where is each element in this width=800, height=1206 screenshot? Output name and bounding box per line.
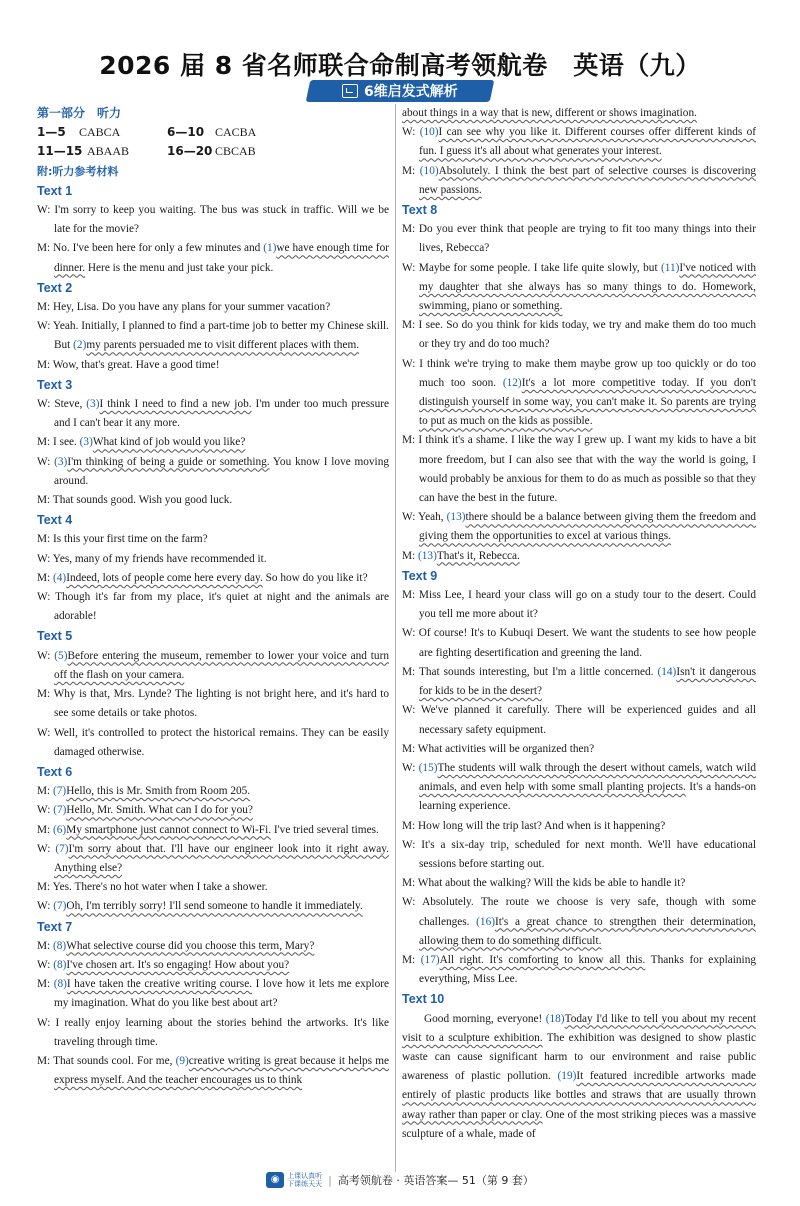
underlined-answer: I've noticed with my daughter that she always has so many things to do. Homework, swimming, piano or something. (419, 261, 756, 313)
footer-text: 高考领航卷 · 英语答案— 51（第 9 套） (337, 1174, 534, 1187)
page-title: 2026 届 8 省名师联合命制高考领航卷 英语（九） (99, 51, 701, 80)
dialogue-line (37, 433, 389, 452)
underlined-answer: It's a great chance to strengthen their determination, allowing them to do something difficult. (419, 915, 756, 947)
line-text: I've tried several times. (271, 823, 379, 836)
line-text: M: (37, 939, 54, 952)
underlined-answer: my parents persuaded me to visit different places with them. (86, 339, 360, 352)
line-text: W: Yeah, (402, 511, 447, 524)
line-text: M: What activities will be organized then? (402, 742, 595, 755)
question-number: (8) (53, 939, 67, 952)
line-text: M: Do you ever think that people are trying to fit too many things into their lives, Rebecca? (402, 223, 756, 255)
underlined-answer: I'm sorry about that. I'll have our engineer look into it right away. Anything else? (54, 842, 389, 874)
underlined-answer: creative writing is great because it helps me express myself. And the teacher encourages us to think (54, 1054, 389, 1087)
answer-range: 16—20 (167, 144, 213, 159)
underlined-answer: It's a lot more competitive today. If you don't distinguish yourself in some way, you can't make it. So parents are trying to put as much on the kids as possible. (419, 376, 756, 428)
question-number: (7) (53, 804, 67, 817)
dialogue-line (402, 701, 756, 739)
dialogue-line (37, 550, 389, 569)
question-number: (13) (446, 511, 466, 524)
answer-value: CBCAB (215, 144, 256, 159)
underlined-answer: I'm thinking of being a guide or something. (67, 455, 270, 468)
dialogue-line (37, 878, 389, 897)
dialogue-line (37, 356, 389, 375)
dialogue-line (402, 104, 756, 123)
dialogue-line (37, 724, 389, 762)
line-text: M: (37, 571, 54, 584)
text-heading: Text 3 (37, 377, 73, 392)
line-text: M: Hey, Lisa. Do you have any plans for your summer vacation? (37, 301, 331, 314)
underlined-answer: we have enough time for dinner. (54, 242, 389, 274)
dialogue-line (37, 588, 389, 626)
underlined-answer: It featured incredible artworks made entirely of plastic products like bottles and straws that are usually thrown away rather than paper or clay. (402, 1070, 756, 1121)
line-text: W: Absolutely. The route we choose is very safe, though with some challenges. (402, 896, 756, 928)
dialogue-line (37, 801, 389, 820)
question-number: (18) (545, 1012, 565, 1025)
answer-range: 11—15 (37, 144, 83, 159)
answer-value: ABAAB (87, 144, 130, 159)
part-heading: 第一部分 听力 (37, 106, 122, 120)
dialogue-line (37, 317, 389, 355)
underlined-answer: Isn't it dangerous for kids to be in the desert? (419, 665, 756, 698)
question-number: (3) (54, 455, 68, 468)
dialogue-line (37, 298, 389, 317)
line-text: M: How long will the trip last? And when is it happening? (402, 819, 666, 832)
line-text: M: (37, 785, 54, 798)
line-text: M: I see. (37, 436, 80, 449)
line-text: W: Yeah. Initially, I planned to find a part-time job to better my Chinese skill. But (37, 320, 389, 352)
underlined-answer: All right. It's comforting to know all this. (439, 953, 646, 966)
dialogue-line (37, 491, 389, 510)
dialogue-line (37, 1014, 389, 1052)
line-text: M: (37, 978, 54, 991)
line-text: M: I think it's a shame. I like the way I grew up. I want my kids to have a bit more freedom, but I can also see that with the way the world is going, I would probably be anxious for them to do as much as possible so that they can have the best in the future. (402, 434, 756, 505)
dialogue-line (37, 453, 389, 491)
question-number: (10) (419, 126, 439, 139)
text-heading: Text 4 (37, 513, 73, 528)
underlined-answer: I think I need to find a new job. (99, 398, 252, 411)
line-text: W: (37, 455, 55, 468)
text-heading: Text 6 (37, 764, 73, 779)
underlined-answer: Before entering the museum, remember to lower your voice and turn off the flash on your camera. (54, 649, 389, 681)
underlined-answer: I have taken the creative writing course. (66, 978, 253, 991)
dialogue-line (402, 759, 756, 817)
line-text: Good morning, everyone! (424, 1012, 546, 1025)
line-text: M: That sounds interesting, but I'm a little concerned. (402, 665, 658, 678)
underlined-answer: Oh, I'm terribly sorry! I'll send someone to handle it immediately. (66, 900, 363, 913)
dialogue-line (402, 951, 756, 989)
line-text: The exhibition was designed to show plastic waste can cause significant harm to our environment and raise public awareness of plastic pollution. (402, 1031, 756, 1083)
line-text: Thanks for explaining everything, Miss Lee. (419, 953, 756, 986)
question-number: (1) (263, 242, 277, 255)
underlined-answer: Hello, this is Mr. Smith from Room 205. (66, 785, 251, 798)
underlined-answer: I can see why you like it. Different courses offer different kinds of fun. I guess it's all about what generates your interest. (419, 126, 756, 158)
logo-line-2: 下课练天天 (287, 1180, 323, 1188)
question-number: (13) (418, 549, 437, 562)
line-text: Here is the menu and just take your pick. (85, 261, 274, 274)
question-number: (7) (55, 842, 69, 855)
underlined-answer: I've chosen art. It's so engaging! How about you? (66, 958, 290, 971)
question-number: (16) (476, 915, 495, 928)
line-text: You know I love moving around. (54, 455, 389, 487)
right-transcript (402, 104, 756, 1144)
underlined-answer: My smartphone just cannot connect to Wi-Fi. (66, 823, 272, 836)
answer-value: CABCA (79, 125, 121, 140)
question-number: (9) (175, 1054, 189, 1067)
text-heading: Text 8 (402, 203, 438, 218)
question-number: (10) (419, 164, 439, 177)
line-text: M: Wow, that's great. Have a good time! (37, 358, 220, 371)
question-number: (5) (54, 649, 68, 662)
dialogue-line (402, 355, 756, 432)
line-text: M: (402, 164, 420, 177)
question-number: (15) (418, 761, 438, 774)
question-number: (6) (53, 823, 67, 836)
page-footer: ◉ 上课认真听 下课练天天 | 高考领航卷 · 英语答案— 51（第 9 套） (0, 1172, 800, 1188)
underlined-answer: Indeed, lots of people come here every day. (66, 571, 263, 584)
line-text: W: (37, 958, 54, 971)
dialogue-line (37, 782, 389, 801)
underlined-answer: Today I'd like to tell you about my recent visit to a sculpture exhibition. (402, 1012, 756, 1044)
line-text: M: Miss Lee, I heard your class will go on a study tour to the desert. Could you tell me more about it? (402, 589, 756, 621)
dialogue-line (402, 874, 756, 893)
underlined-answer: about things in a way that is new, different or shows imagination. (402, 107, 697, 119)
line-text: M: (402, 549, 419, 562)
dialogue-line (37, 956, 389, 975)
logo-line-1: 上课认真听 (287, 1172, 323, 1180)
question-number: (4) (53, 571, 67, 584)
underlined-answer: That's it, Rebecca. (436, 549, 520, 562)
dialogue-line (402, 123, 756, 161)
question-number: (8) (53, 978, 67, 991)
underlined-answer: Hello, Mr. Smith. What can I do for you? (66, 804, 253, 817)
line-text: M: Yes. There's no hot water when I take a shower. (37, 881, 268, 894)
line-text: W: Well, it's controlled to protect the historical remains. They can be easily damaged otherwise. (37, 726, 389, 758)
dialogue-line (402, 893, 756, 951)
question-number: (8) (53, 958, 67, 971)
line-text: M: (37, 823, 54, 836)
text-heading: Text 7 (37, 919, 73, 934)
line-text: One of the most striking pieces was a massive sculpture of a whale, made of (402, 1108, 756, 1140)
underlined-answer: What selective course did you choose this term, Mary? (66, 939, 315, 952)
line-text: W: I'm sorry to keep you waiting. The bus was stuck in traffic. Will we be late for the movie? (37, 204, 389, 236)
dialogue-line (402, 316, 756, 354)
line-text: W: (37, 649, 55, 662)
underlined-answer: What kind of job would you like? (92, 436, 246, 449)
dialogue-line (37, 569, 389, 588)
dialogue-line (402, 431, 756, 508)
line-text: W: Maybe for some people. I take life quite slowly, but (402, 261, 661, 274)
right-column (402, 104, 756, 1144)
dialogue-line (37, 937, 389, 956)
line-text: W: (402, 126, 420, 139)
dialogue-line (402, 836, 756, 874)
footer-logo (266, 1172, 322, 1188)
narration-paragraph (402, 1010, 756, 1144)
dialogue-line (37, 239, 389, 277)
line-text: W: Of course! It's to Kubuqi Desert. We want the students to see how people are fighting desertification and greening the land. (402, 627, 756, 659)
dialogue-line (37, 530, 389, 549)
question-number: (7) (53, 900, 67, 913)
line-text: It's a hands-on learning experience. (419, 781, 757, 813)
logo-icon: ◉ (266, 1172, 284, 1188)
line-text: M: That sounds cool. For me, (37, 1054, 176, 1067)
answer-row (37, 142, 389, 161)
line-text: W: (37, 804, 54, 817)
question-number: (2) (73, 339, 87, 352)
text-heading: Text 9 (402, 568, 438, 583)
line-text: W: I think we're trying to make them maybe grow up too quickly or do too much too soon. (402, 357, 756, 389)
line-text: So how do you like it? (262, 571, 368, 584)
dialogue-line (37, 647, 389, 685)
left-transcript (37, 182, 389, 1091)
text-heading: Text 10 (402, 992, 445, 1007)
text-heading: Text 2 (37, 280, 73, 295)
dialogue-line (402, 586, 756, 624)
text-heading: Text 5 (37, 629, 73, 644)
line-text: W: Though it's far from my place, it's quiet at night and the animals are adorable! (37, 591, 389, 623)
line-text: M: Why is that, Mrs. Lynde? The lighting is not bright here, and it's hard to see some details or take photos. (37, 688, 389, 720)
line-text: M: Is this your first time on the farm? (37, 533, 208, 546)
answer-row (37, 123, 389, 142)
question-number: (11) (660, 261, 680, 274)
answer-range: 6—10 (167, 125, 205, 140)
line-text: W: Yes, many of my friends have recommended it. (37, 552, 267, 565)
dialogue-line (37, 897, 389, 916)
left-column (37, 104, 389, 1090)
question-number: (17) (420, 953, 440, 966)
column-divider (395, 104, 396, 1172)
dialogue-line (402, 220, 756, 258)
line-text: W: (37, 842, 56, 855)
line-text: M: What about the walking? Will the kids be able to handle it? (402, 877, 686, 890)
dialogue-line (37, 201, 389, 239)
line-text: W: (37, 900, 54, 913)
dialogue-line (402, 162, 756, 200)
question-number: (19) (557, 1070, 577, 1083)
question-number: (7) (53, 785, 67, 798)
dialogue-line (402, 547, 756, 566)
line-text: W: Steve, (37, 398, 87, 411)
dialogue-line (37, 821, 389, 840)
dialogue-line (37, 685, 389, 723)
underlined-answer: Absolutely. I think the best part of selective courses is discovering new passions. (419, 164, 756, 196)
dialogue-line (402, 740, 756, 759)
answer-range: 1—5 (37, 125, 66, 140)
line-text: M: (402, 953, 421, 966)
question-number: (14) (657, 665, 677, 678)
underlined-answer: The students will walk through the desert without camels, watch wild animals, and even help with some small planting projects. (419, 761, 756, 794)
line-text: W: (402, 761, 419, 774)
line-text: I'm under too much pressure and I can't bear it any more. (54, 398, 389, 430)
dialogue-line (37, 395, 389, 433)
line-text: W: I really enjoy learning about the stories behind the artworks. It's like traveling through time. (37, 1016, 389, 1048)
line-text: M: I see. So do you think for kids today, we try and make them do too much or they try and do too much? (402, 319, 756, 351)
dialogue-line (402, 259, 756, 317)
line-text: M: No. I've been here for only a few minutes and (37, 242, 264, 255)
question-number: (12) (502, 376, 522, 389)
banner-label: 6维启发式解析 (364, 84, 458, 100)
underlined-answer: there should be a balance between giving them the freedom and giving them the opportunities to excel at various things. (419, 511, 756, 543)
book-icon (342, 84, 358, 98)
line-text: W: It's a six-day trip, scheduled for next month. We'll have educational sessions before starting out. (402, 838, 756, 870)
dialogue-line (37, 1052, 389, 1090)
line-text: M: That sounds good. Wish you good luck. (37, 494, 233, 507)
dialogue-line (402, 624, 756, 662)
line-text: W: We've planned it carefully. There will be experienced guides and all necessary safety equipment. (402, 704, 756, 736)
text-heading: Text 1 (37, 183, 73, 198)
dialogue-line (402, 663, 756, 701)
dialogue-line (402, 508, 756, 546)
dialogue-line (37, 840, 389, 878)
attachment-label: 附:听力参考材料 (37, 164, 119, 178)
answer-value: CACBA (215, 125, 257, 140)
dialogue-line (37, 975, 389, 1013)
line-text: I love how it lets me explore my imagination. What do you like best about art? (54, 978, 389, 1010)
question-number: (3) (79, 436, 93, 449)
dialogue-line (402, 817, 756, 836)
section-banner (306, 80, 495, 102)
question-number: (3) (86, 398, 100, 411)
